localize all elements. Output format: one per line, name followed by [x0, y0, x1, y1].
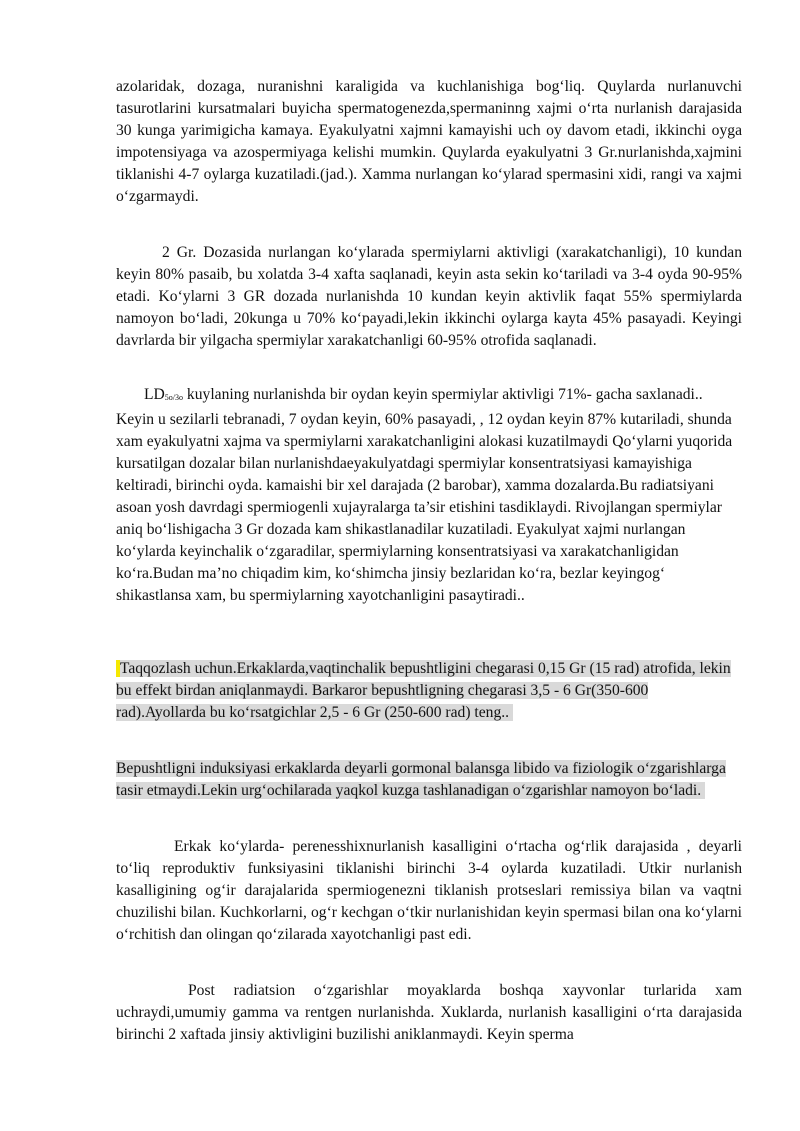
paragraph-3	[116, 384, 742, 607]
paragraph-2-text: 2 Gr. Dozasida nurlangan ko‘ylarada spermiylarni aktivligi (xarakatchanligi), 10 kundan keyin 80% pasaib, bu xolatda 3-4 xafta saqlanadi, keyin asta sekin ko‘tariladi va 3-4 oyda 90-95% etadi. Ko‘ylarni 3 GR dozada nurlanishda 10 kundan keyin aktivlik faqat 55% spermiylarda namoyon bo‘ladi, 20kunga u 70% ko‘payadi,lekin ikkinchi oylarga kayta 45% pasayadi. Keyingi davrlarda bir yilgacha spermiylar xarakatchanligi 60-95% otrofida saqlanadi.	[116, 244, 742, 349]
paragraph-4-text: Taqqozlash uchun.Erkaklarda,vaqtinchalik bepushtligini chegarasi 0,15 Gr (15 rad) atrofida, lekin bu effekt birdan aniqlanmaydi. Barkaror bepushtligning chegarasi 3,5 - 6 Gr(350-600 rad).Ayollarda bu ko‘rsatgichlar 2,5 - 6 Gr (250-600 rad) teng..	[116, 660, 731, 721]
paragraph-5-text: Bepushtligni induksiyasi erkaklarda deyarli gormonal balansga libido va fiziologik o‘zgarishlarga tasir etmaydi.Lekin urg‘ochilarada yaqkol kuzga tashlanadigan o‘zgarishlar namoyon bo‘ladi.	[116, 760, 726, 799]
paragraph-1-text: azolaridak, dozaga, nuranishni karaligida va kuchlanishiga bog‘liq. Quylarda nurlanuvchi tasurotlarini kursatmalari buyicha spermatogenezda,spermaninng xajmi o‘rta nurlanish darajasida 30 kunga yarimigicha kamaya. Eyakulyatni xajmni kamayishi uch oy davom etadi, ikkinchi oyga impotensiyaga va azospermiyaga kelishi mumkin. Quylarda eyakulyatni 3 Gr.nurlanishda,xajmini tiklanishi 4-7 oylarga kuzatiladi.(jad.). Xamma nurlangan ko‘ylarad spermasini xidi, rangi va xajmi o‘zgarmaydi.	[116, 78, 742, 205]
paragraph-7-text: Post radiatsion o‘zgarishlar moyaklarda boshqa xayvonlar turlarida xam uchraydi,umumiy gamma va rentgen nurlanishda. Xuklarda, nurlanish kasalligini o‘rta darajasida birinchi 2 xaftada jinsiy aktivligini buzilishi aniklanmaydi. Keyin sperma	[116, 982, 742, 1043]
paragraph-3-text: kuylaning nurlanishda bir oydan keyin spermiylar aktivligi 71%- gacha saxlanadi.. Keyin u sezilarli tebranadi, 7 oydan keyin, 60% pasayadi, , 12 oydan keyin 87% kutariladi, shunda xam eyakulyatni xajma va spermiylarni xarakatchanligini alokasi kuzatilmaydi Qo‘ylarni yuqorida kursatilgan dozalar bilan nurlanishdaeyakulyatdagi spermiylar konsentratsiyasi kamayishiga keltiradi, birinchi oyda. kamaishi bir xel darajada (2 barobar), xamma dozalarda.Bu radiatsiyani asoan yosh davrdagi spermiogenli xujayralarga ta’sir etishini tasdiklaydi. Rivojlangan spermiylar aniq bo‘lishigacha 3 Gr dozada kam shikastlanadilar kuzatiladi. Eyakulyat xajmi nurlangan ko‘ylarda keyinchalik o‘zgaradilar, spermiylarning konsentratsiyasi va xarakatchanligidan ko‘ra.Budan ma’no chiqadim kim, ko‘shimcha jinsiy bezlaridan ko‘ra, bezlar keyingog‘ shikastlansa xam, bu spermiylarning xayotchanligini pasaytiradi..	[116, 386, 733, 604]
paragraph-1	[116, 76, 742, 208]
ld-label: LD	[144, 386, 165, 403]
paragraph-5-highlighted	[116, 758, 742, 802]
paragraph-7	[116, 980, 742, 1046]
paragraph-6	[116, 836, 742, 946]
ld-subscript: 5o/3o	[164, 393, 184, 402]
paragraph-2	[116, 242, 742, 352]
paragraph-4-highlighted	[116, 658, 742, 724]
paragraph-6-text: Erkak ko‘ylarda- perenesshixnurlanish kasalligini o‘rtacha og‘rlik darajasida , deyarli to‘liq reproduktiv funksiyasini tiklanishi birinchi 3-4 oylarda kuzatiladi. Utkir nurlanish kasalligining og‘ir darajalarida spermiogenezni tiklanish protseslari remissiya bilan va vaqtni chuzilishi bilan. Kuchkorlarni, og‘r kechgan o‘tkir nurlanishidan keyin spermasi bilan ona ko‘ylarni o‘rchitish dan olingan qo‘zilarada xayotchanligi past edi.	[116, 838, 742, 943]
